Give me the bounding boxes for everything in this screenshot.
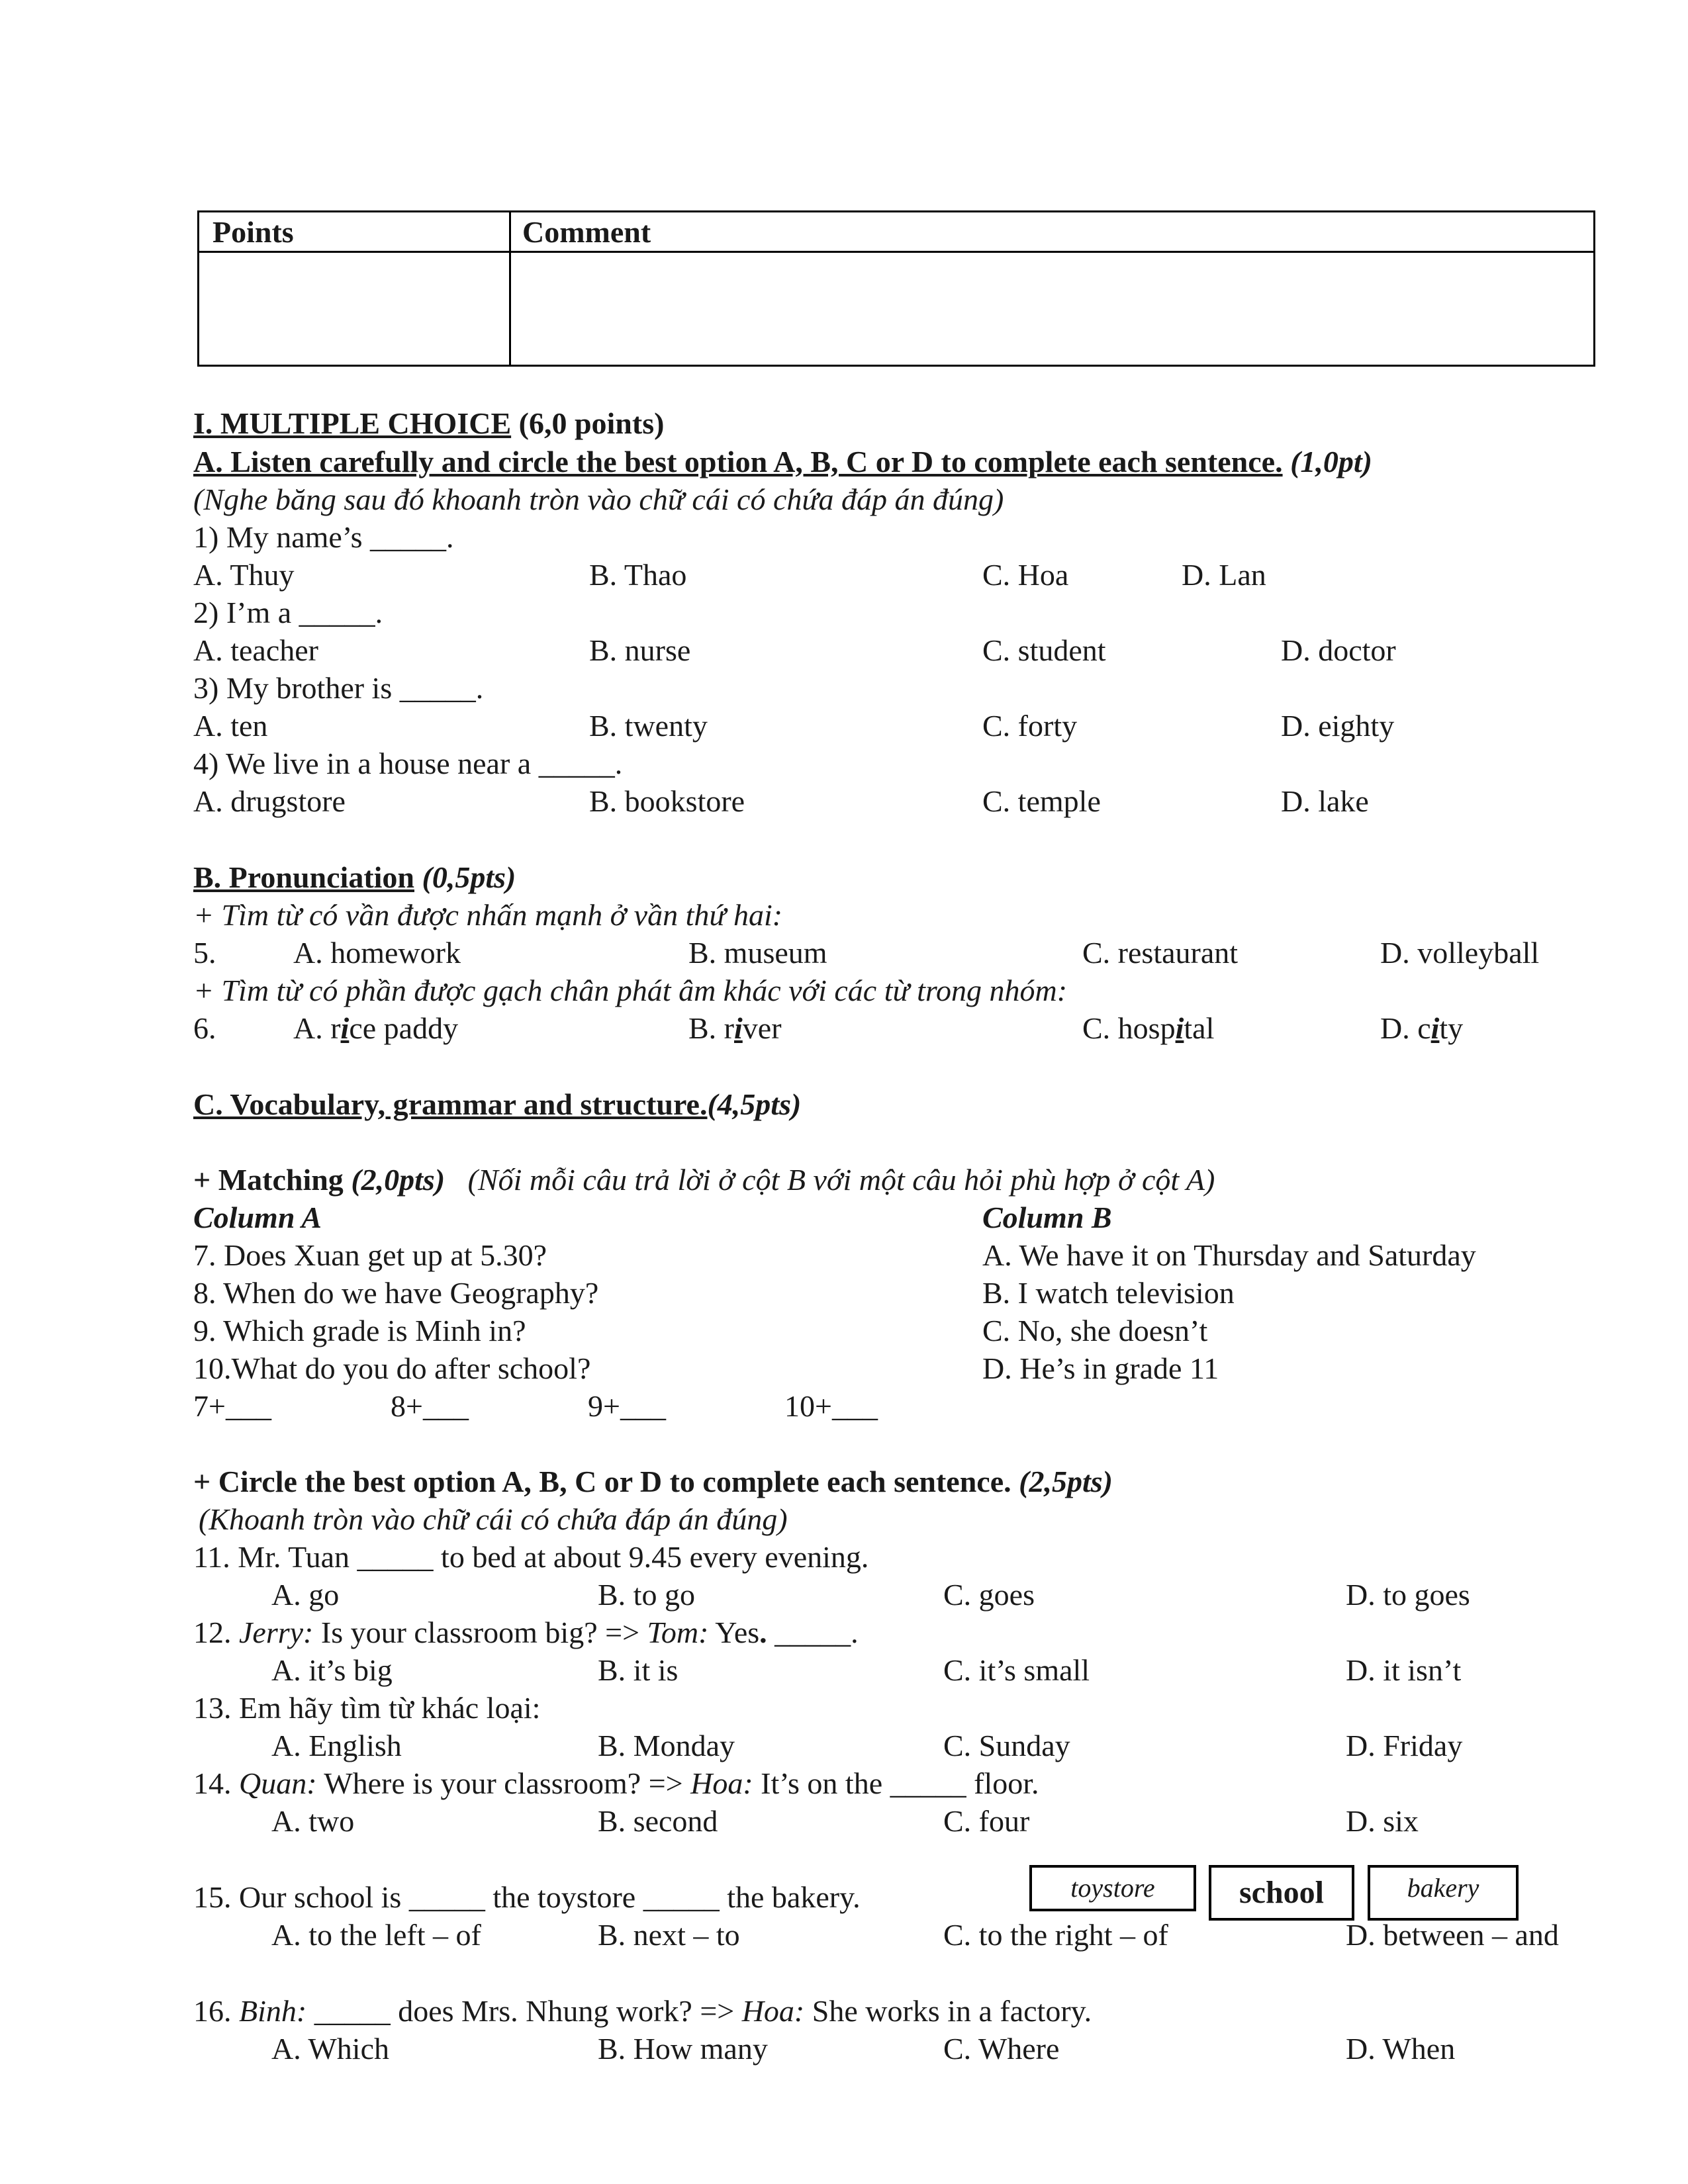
q2-option-c[interactable]: C. student	[982, 633, 1106, 667]
part-b-instruction-2: + Tìm từ có phần được gạch chân phát âm khác với các từ trong nhóm:	[193, 974, 1068, 1007]
toystore-box: toystore	[1029, 1865, 1196, 1911]
question-3: 3) My brother is _____.	[193, 671, 484, 705]
section-title: I. MULTIPLE CHOICE (6,0 points)	[193, 406, 665, 440]
q15-option-a[interactable]: A. to the left – of	[271, 1918, 481, 1952]
bakery-box: bakery	[1368, 1865, 1519, 1921]
question-12: 12. Jerry: Is your classroom big? => Tom: Yes. _____.	[193, 1615, 859, 1649]
q1-option-b[interactable]: B. Thao	[589, 558, 687, 592]
points-header: Points	[212, 215, 294, 249]
match-question-8: 8. When do we have Geography?	[193, 1276, 599, 1310]
q13-option-d[interactable]: D. Friday	[1346, 1729, 1463, 1762]
question-2: 2) I’m a _____.	[193, 596, 383, 629]
q16-option-b[interactable]: B. How many	[598, 2032, 768, 2066]
q6-option-a[interactable]: A. rice paddy	[293, 1011, 459, 1045]
q12-option-a[interactable]: A. it’s big	[271, 1653, 393, 1687]
q6-option-c[interactable]: C. hospital	[1082, 1011, 1215, 1045]
circle-note: (Khoanh tròn vào chữ cái có chứa đáp án đúng)	[199, 1502, 788, 1536]
answer-blank-8[interactable]: 8+___	[391, 1389, 469, 1423]
q6-option-d[interactable]: D. city	[1380, 1011, 1464, 1045]
q15-option-d[interactable]: D. between – and	[1346, 1918, 1559, 1952]
q12-option-d[interactable]: D. it isn’t	[1346, 1653, 1462, 1687]
question-15: 15. Our school is _____ the toystore _____ the bakery.	[193, 1880, 861, 1914]
answer-blank-10[interactable]: 10+___	[784, 1389, 878, 1423]
score-table	[197, 210, 1595, 367]
q1-option-c[interactable]: C. Hoa	[982, 558, 1069, 592]
question-6-number: 6.	[193, 1011, 216, 1045]
q5-option-a[interactable]: A. homework	[293, 936, 461, 970]
q14-option-c[interactable]: C. four	[943, 1804, 1030, 1838]
q12-option-b[interactable]: B. it is	[598, 1653, 679, 1687]
q5-option-d[interactable]: D. volleyball	[1380, 936, 1540, 970]
part-b-title: B. Pronunciation (0,5pts)	[193, 860, 516, 894]
q2-option-b[interactable]: B. nurse	[589, 633, 691, 667]
q4-option-b[interactable]: B. bookstore	[589, 784, 745, 818]
q16-option-c[interactable]: C. Where	[943, 2032, 1060, 2066]
q3-option-a[interactable]: A. ten	[193, 709, 268, 743]
match-question-7: 7. Does Xuan get up at 5.30?	[193, 1238, 547, 1272]
match-answer-b: B. I watch television	[982, 1276, 1235, 1310]
q5-option-c[interactable]: C. restaurant	[1082, 936, 1239, 970]
match-answer-d: D. He’s in grade 11	[982, 1351, 1219, 1385]
q1-option-d[interactable]: D. Lan	[1182, 558, 1266, 592]
table-column-divider	[509, 212, 511, 365]
answer-blank-7[interactable]: 7+___	[193, 1389, 271, 1423]
q3-option-c[interactable]: C. forty	[982, 709, 1078, 743]
q1-option-a[interactable]: A. Thuy	[193, 558, 295, 592]
q14-option-b[interactable]: B. second	[598, 1804, 718, 1838]
q11-option-a[interactable]: A. go	[271, 1578, 340, 1612]
match-question-9: 9. Which grade is Minh in?	[193, 1314, 526, 1347]
column-b-header: Column B	[982, 1201, 1112, 1234]
school-box: school	[1209, 1865, 1354, 1921]
question-16: 16. Binh: _____ does Mrs. Nhung work? => Hoa: She works in a factory.	[193, 1994, 1092, 2028]
q5-option-b[interactable]: B. museum	[688, 936, 827, 970]
circle-heading: + Circle the best option A, B, C or D to complete each sentence. (2,5pts)	[193, 1465, 1113, 1498]
q15-option-c[interactable]: C. to the right – of	[943, 1918, 1168, 1952]
comment-header: Comment	[522, 215, 651, 249]
part-a-note: (Nghe băng sau đó khoanh tròn vào chữ cái có chứa đáp án đúng)	[193, 482, 1004, 516]
q11-option-b[interactable]: B. to go	[598, 1578, 695, 1612]
matching-heading: + Matching (2,0pts) (Nối mỗi câu trả lời ở cột B với một câu hỏi phù hợp ở cột A)	[193, 1163, 1215, 1197]
question-1: 1) My name’s _____.	[193, 520, 454, 554]
q3-option-d[interactable]: D. eighty	[1281, 709, 1395, 743]
q16-option-a[interactable]: A. Which	[271, 2032, 390, 2066]
match-question-10: 10.What do you do after school?	[193, 1351, 591, 1385]
q11-option-c[interactable]: C. goes	[943, 1578, 1035, 1612]
question-11: 11. Mr. Tuan _____ to bed at about 9.45 every evening.	[193, 1540, 869, 1574]
part-c-title: C. Vocabulary, grammar and structure.(4,5pts)	[193, 1087, 802, 1121]
part-b-instruction-1: + Tìm từ có vần được nhấn mạnh ở vần thứ hai:	[193, 898, 783, 932]
q3-option-b[interactable]: B. twenty	[589, 709, 708, 743]
table-divider	[199, 251, 1593, 253]
column-a-header: Column A	[193, 1201, 322, 1234]
part-a-title: A. Listen carefully and circle the best option A, B, C or D to complete each sentence. (1,0pt)	[193, 445, 1372, 478]
q15-option-b[interactable]: B. next – to	[598, 1918, 740, 1952]
q16-option-d[interactable]: D. When	[1346, 2032, 1456, 2066]
q4-option-d[interactable]: D. lake	[1281, 784, 1369, 818]
q13-option-a[interactable]: A. English	[271, 1729, 402, 1762]
q13-option-b[interactable]: B. Monday	[598, 1729, 735, 1762]
q13-option-c[interactable]: C. Sunday	[943, 1729, 1070, 1762]
q14-option-d[interactable]: D. six	[1346, 1804, 1419, 1838]
question-5-number: 5.	[193, 936, 216, 970]
question-4: 4) We live in a house near a _____.	[193, 747, 623, 780]
q14-option-a[interactable]: A. two	[271, 1804, 355, 1838]
q2-option-d[interactable]: D. doctor	[1281, 633, 1396, 667]
question-14: 14. Quan: Where is your classroom? => Hoa: It’s on the _____ floor.	[193, 1766, 1039, 1800]
match-answer-a: A. We have it on Thursday and Saturday	[982, 1238, 1476, 1272]
q4-option-c[interactable]: C. temple	[982, 784, 1101, 818]
answer-blank-9[interactable]: 9+___	[588, 1389, 666, 1423]
q2-option-a[interactable]: A. teacher	[193, 633, 318, 667]
match-answer-c: C. No, she doesn’t	[982, 1314, 1208, 1347]
q6-option-b[interactable]: B. river	[688, 1011, 782, 1045]
q12-option-c[interactable]: C. it’s small	[943, 1653, 1090, 1687]
q4-option-a[interactable]: A. drugstore	[193, 784, 346, 818]
question-13: 13. Em hãy tìm từ khác loại:	[193, 1691, 541, 1725]
q11-option-d[interactable]: D. to goes	[1346, 1578, 1470, 1612]
